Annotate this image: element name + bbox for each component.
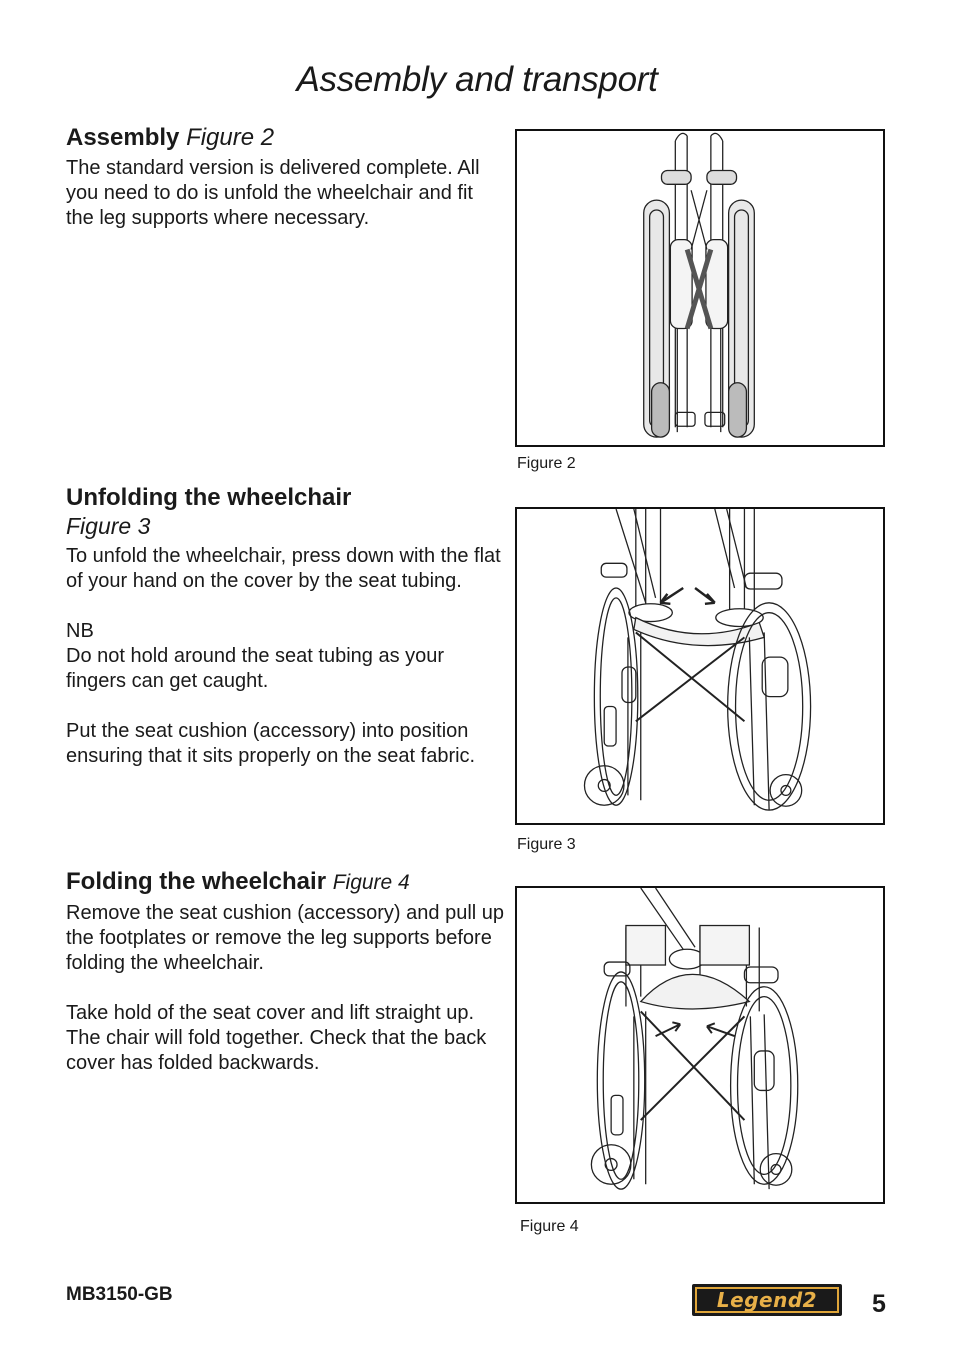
unfolding-text-1: To unfold the wheelchair, press down with the flat of your hand on the cover by the seat tubing. — [66, 545, 501, 592]
folding-wheelchair-illustration — [517, 888, 883, 1202]
folding-text-3: The chair will fold together. Check that the back cover has folded backwards. — [66, 1027, 487, 1074]
unfolding-wheelchair-illustration — [517, 509, 883, 823]
figure-4-caption: Figure 4 — [520, 1218, 579, 1235]
folding-text-2: Take hold of the seat cover and lift straight up. — [66, 1002, 475, 1024]
logo-text: Legend2 — [695, 1287, 839, 1313]
assembly-section — [66, 124, 506, 231]
figure-2-folded-wheelchair — [515, 129, 885, 447]
figure-3-caption: Figure 3 — [517, 836, 576, 853]
unfolding-section — [66, 484, 506, 769]
folding-section — [66, 868, 506, 1076]
assembly-text: The standard version is delivered complete. All you need to do is unfold the wheelchair and fit the leg supports where necessary. — [66, 157, 480, 229]
folded-wheelchair-illustration — [517, 131, 883, 445]
figure-2-caption: Figure 2 — [517, 455, 576, 472]
unfolding-text-3: Put the seat cushion (accessory) into position ensuring that it sits properly on the seat fabric. — [66, 720, 476, 767]
folding-heading — [66, 868, 506, 897]
page-number: 5 — [872, 1290, 886, 1318]
page-title: Assembly and transport — [296, 60, 658, 99]
figure-4-folding-wheelchair — [515, 886, 885, 1204]
document-code: MB3150-GB — [66, 1284, 173, 1305]
unfolding-nb: NB — [66, 620, 94, 642]
unfolding-heading-text: Unfolding the wheelchair — [66, 484, 352, 511]
unfolding-heading — [66, 484, 506, 540]
folding-figure-ref: Figure 4 — [332, 871, 410, 894]
assembly-heading — [66, 124, 506, 152]
assembly-figure-ref: Figure 2 — [186, 124, 275, 151]
folding-heading-text: Folding the wheelchair — [66, 868, 327, 895]
folding-text-1: Remove the seat cushion (accessory) and pull up the footplates or remove the leg supports before folding the wheelchair. — [66, 902, 505, 974]
legend2-logo — [692, 1284, 842, 1316]
figure-3-unfolding-wheelchair — [515, 507, 885, 825]
unfolding-figure-ref: Figure 3 — [66, 513, 151, 539]
assembly-heading-text: Assembly — [66, 124, 180, 151]
unfolding-text-2: Do not hold around the seat tubing as your fingers can get caught. — [66, 645, 445, 692]
